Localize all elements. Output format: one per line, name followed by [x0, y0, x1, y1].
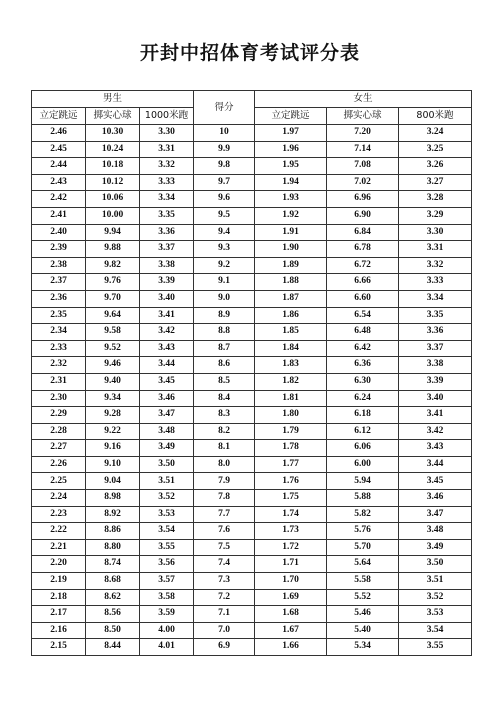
female-standing-jump-cell: 1.85 [255, 324, 327, 341]
female-standing-jump-cell: 1.77 [255, 456, 327, 473]
female-standing-jump-cell: 1.90 [255, 241, 327, 258]
score-cell: 8.5 [194, 373, 255, 390]
female-standing-jump-cell: 1.71 [255, 556, 327, 573]
female-standing-jump-cell: 1.78 [255, 440, 327, 457]
male-standing-jump-cell: 2.22 [32, 523, 86, 540]
male-standing-jump-cell: 2.23 [32, 506, 86, 523]
female-800m-run-cell: 3.32 [399, 257, 472, 274]
male-shot-put-cell: 8.44 [86, 639, 140, 656]
table-row [32, 207, 472, 224]
table-row [32, 174, 472, 191]
male-standing-jump-cell: 2.46 [32, 125, 86, 142]
male-1000m-run-cell: 3.33 [140, 174, 194, 191]
table-row [32, 241, 472, 258]
male-standing-jump-cell: 2.35 [32, 307, 86, 324]
female-standing-jump-cell: 1.91 [255, 224, 327, 241]
table-row [32, 125, 472, 142]
female-shot-put-cell: 5.94 [327, 473, 399, 490]
female-800m-run-cell: 3.51 [399, 573, 472, 590]
male-shot-put-cell: 8.92 [86, 506, 140, 523]
female-shot-put-cell: 6.42 [327, 340, 399, 357]
score-column-header: 得分 [194, 91, 255, 125]
female-800m-run-cell: 3.47 [399, 506, 472, 523]
male-shot-put-cell: 9.94 [86, 224, 140, 241]
score-cell: 9.3 [194, 241, 255, 258]
male-shot-put-cell: 10.12 [86, 174, 140, 191]
female-standing-jump-cell: 1.93 [255, 191, 327, 208]
male-standing-jump-cell: 2.32 [32, 357, 86, 374]
male-shot-put-cell: 8.68 [86, 573, 140, 590]
female-800m-run-cell: 3.46 [399, 490, 472, 507]
male-standing-jump-cell: 2.18 [32, 589, 86, 606]
female-standing-jump-cell: 1.73 [255, 523, 327, 540]
table-row [32, 357, 472, 374]
female-shot-put-cell: 6.54 [327, 307, 399, 324]
female-standing-jump-cell: 1.94 [255, 174, 327, 191]
male-shot-put-cell: 9.88 [86, 241, 140, 258]
female-800m-run-cell: 3.43 [399, 440, 472, 457]
female-standing-jump-cell: 1.81 [255, 390, 327, 407]
table-row [32, 539, 472, 556]
table-row [32, 324, 472, 341]
female-shot-put-cell: 6.78 [327, 241, 399, 258]
female-shot-put-cell: 6.18 [327, 407, 399, 424]
male-1000m-run-cell: 4.00 [140, 622, 194, 639]
score-cell: 7.7 [194, 506, 255, 523]
male-1000m-run-cell: 3.53 [140, 506, 194, 523]
female-shot-put-cell: 6.84 [327, 224, 399, 241]
male-1000m-run-cell: 3.59 [140, 606, 194, 623]
male-standing-jump-cell: 2.40 [32, 224, 86, 241]
male-shot-put-cell: 9.70 [86, 290, 140, 307]
female-standing-jump-cell: 1.70 [255, 573, 327, 590]
male-shot-put-cell: 9.46 [86, 357, 140, 374]
female-standing-jump-cell: 1.84 [255, 340, 327, 357]
female-800m-run-cell: 3.41 [399, 407, 472, 424]
male-standing-jump-cell: 2.42 [32, 191, 86, 208]
male-standing-jump-cell: 2.31 [32, 373, 86, 390]
score-cell: 9.9 [194, 141, 255, 158]
table-row [32, 573, 472, 590]
female-800m-run-cell: 3.49 [399, 539, 472, 556]
female-standing-jump-cell: 1.92 [255, 207, 327, 224]
score-cell: 8.2 [194, 423, 255, 440]
male-1000m-run-cell: 3.45 [140, 373, 194, 390]
header-group-row [32, 91, 472, 108]
female-shot-put-cell: 5.58 [327, 573, 399, 590]
female-shot-put-cell: 6.24 [327, 390, 399, 407]
female-standing-jump-cell: 1.87 [255, 290, 327, 307]
male-shot-put-cell: 10.06 [86, 191, 140, 208]
female-800m-run-cell: 3.42 [399, 423, 472, 440]
table-header [32, 91, 472, 125]
female-shot-put-cell: 5.34 [327, 639, 399, 656]
female-standing-jump-cell: 1.68 [255, 606, 327, 623]
male-1000m-run-cell: 3.44 [140, 357, 194, 374]
female-800m-run-cell: 3.24 [399, 125, 472, 142]
male-1000m-run-cell: 3.57 [140, 573, 194, 590]
score-cell: 9.8 [194, 158, 255, 175]
male-1000m-run-header: 1000米跑 [140, 108, 194, 125]
male-shot-put-cell: 8.56 [86, 606, 140, 623]
female-800m-run-cell: 3.30 [399, 224, 472, 241]
score-table [31, 90, 472, 656]
male-1000m-run-cell: 3.35 [140, 207, 194, 224]
male-standing-jump-cell: 2.45 [32, 141, 86, 158]
male-shot-put-cell: 10.18 [86, 158, 140, 175]
female-800m-run-cell: 3.25 [399, 141, 472, 158]
female-shot-put-cell: 5.76 [327, 523, 399, 540]
table-row [32, 257, 472, 274]
female-standing-jump-cell: 1.66 [255, 639, 327, 656]
male-1000m-run-cell: 3.32 [140, 158, 194, 175]
female-shot-put-cell: 5.64 [327, 556, 399, 573]
female-800m-run-cell: 3.26 [399, 158, 472, 175]
female-shot-put-cell: 6.06 [327, 440, 399, 457]
male-group-header: 男生 [32, 91, 194, 108]
score-cell: 6.9 [194, 639, 255, 656]
table-row [32, 606, 472, 623]
male-standing-jump-cell: 2.44 [32, 158, 86, 175]
female-shot-put-cell: 5.88 [327, 490, 399, 507]
male-shot-put-cell: 10.30 [86, 125, 140, 142]
score-cell: 9.0 [194, 290, 255, 307]
male-standing-jump-cell: 2.19 [32, 573, 86, 590]
male-standing-jump-header: 立定跳远 [32, 108, 86, 125]
table-row [32, 440, 472, 457]
female-800m-run-cell: 3.50 [399, 556, 472, 573]
female-standing-jump-cell: 1.97 [255, 125, 327, 142]
female-800m-run-cell: 3.53 [399, 606, 472, 623]
score-cell: 7.8 [194, 490, 255, 507]
male-standing-jump-cell: 2.16 [32, 622, 86, 639]
female-standing-jump-cell: 1.88 [255, 274, 327, 291]
female-shot-put-cell: 6.60 [327, 290, 399, 307]
male-1000m-run-cell: 3.54 [140, 523, 194, 540]
male-standing-jump-cell: 2.20 [32, 556, 86, 573]
female-shot-put-cell: 5.52 [327, 589, 399, 606]
score-cell: 8.3 [194, 407, 255, 424]
male-standing-jump-cell: 2.41 [32, 207, 86, 224]
score-cell: 8.4 [194, 390, 255, 407]
female-shot-put-cell: 6.00 [327, 456, 399, 473]
male-standing-jump-cell: 2.25 [32, 473, 86, 490]
table-row [32, 390, 472, 407]
male-1000m-run-cell: 3.30 [140, 125, 194, 142]
female-800m-run-cell: 3.39 [399, 373, 472, 390]
male-1000m-run-cell: 3.52 [140, 490, 194, 507]
female-standing-jump-cell: 1.82 [255, 373, 327, 390]
table-row [32, 274, 472, 291]
male-1000m-run-cell: 3.31 [140, 141, 194, 158]
table-row [32, 639, 472, 656]
male-shot-put-cell: 9.16 [86, 440, 140, 457]
female-standing-jump-cell: 1.83 [255, 357, 327, 374]
female-shot-put-cell: 7.08 [327, 158, 399, 175]
female-standing-jump-cell: 1.74 [255, 506, 327, 523]
female-800m-run-header: 800米跑 [399, 108, 472, 125]
male-standing-jump-cell: 2.37 [32, 274, 86, 291]
table-row [32, 506, 472, 523]
male-standing-jump-cell: 2.28 [32, 423, 86, 440]
male-shot-put-cell: 9.82 [86, 257, 140, 274]
score-cell: 7.5 [194, 539, 255, 556]
female-standing-jump-header: 立定跳远 [255, 108, 327, 125]
male-1000m-run-cell: 3.40 [140, 290, 194, 307]
female-shot-put-cell: 5.40 [327, 622, 399, 639]
male-shot-put-cell: 9.64 [86, 307, 140, 324]
table-row [32, 191, 472, 208]
male-1000m-run-cell: 3.55 [140, 539, 194, 556]
female-800m-run-cell: 3.35 [399, 307, 472, 324]
female-standing-jump-cell: 1.76 [255, 473, 327, 490]
female-standing-jump-cell: 1.79 [255, 423, 327, 440]
male-shot-put-cell: 8.74 [86, 556, 140, 573]
female-800m-run-cell: 3.45 [399, 473, 472, 490]
male-shot-put-cell: 9.28 [86, 407, 140, 424]
female-shot-put-cell: 7.20 [327, 125, 399, 142]
male-shot-put-cell: 9.04 [86, 473, 140, 490]
male-1000m-run-cell: 3.56 [140, 556, 194, 573]
female-standing-jump-cell: 1.69 [255, 589, 327, 606]
female-800m-run-cell: 3.27 [399, 174, 472, 191]
female-group-header: 女生 [255, 91, 472, 108]
table-row [32, 423, 472, 440]
female-800m-run-cell: 3.31 [399, 241, 472, 258]
male-shot-put-cell: 9.34 [86, 390, 140, 407]
male-1000m-run-cell: 3.58 [140, 589, 194, 606]
male-1000m-run-cell: 3.47 [140, 407, 194, 424]
male-shot-put-cell: 9.10 [86, 456, 140, 473]
female-standing-jump-cell: 1.80 [255, 407, 327, 424]
male-standing-jump-cell: 2.17 [32, 606, 86, 623]
table-row [32, 158, 472, 175]
score-cell: 9.6 [194, 191, 255, 208]
male-shot-put-cell: 9.76 [86, 274, 140, 291]
female-shot-put-cell: 6.36 [327, 357, 399, 374]
male-standing-jump-cell: 2.34 [32, 324, 86, 341]
female-800m-run-cell: 3.38 [399, 357, 472, 374]
male-standing-jump-cell: 2.43 [32, 174, 86, 191]
female-standing-jump-cell: 1.89 [255, 257, 327, 274]
female-standing-jump-cell: 1.72 [255, 539, 327, 556]
table-row [32, 556, 472, 573]
female-800m-run-cell: 3.29 [399, 207, 472, 224]
female-shot-put-cell: 6.96 [327, 191, 399, 208]
female-standing-jump-cell: 1.86 [255, 307, 327, 324]
score-cell: 7.2 [194, 589, 255, 606]
male-1000m-run-cell: 3.42 [140, 324, 194, 341]
table-row [32, 490, 472, 507]
male-1000m-run-cell: 3.38 [140, 257, 194, 274]
score-cell: 9.4 [194, 224, 255, 241]
male-standing-jump-cell: 2.39 [32, 241, 86, 258]
female-shot-put-cell: 5.70 [327, 539, 399, 556]
score-cell: 9.7 [194, 174, 255, 191]
table-body [32, 125, 472, 656]
female-shot-put-cell: 5.82 [327, 506, 399, 523]
female-800m-run-cell: 3.48 [399, 523, 472, 540]
male-1000m-run-cell: 3.39 [140, 274, 194, 291]
female-800m-run-cell: 3.34 [399, 290, 472, 307]
female-shot-put-cell: 6.72 [327, 257, 399, 274]
female-800m-run-cell: 3.37 [399, 340, 472, 357]
female-shot-put-header: 掷实心球 [327, 108, 399, 125]
male-shot-put-header: 掷实心球 [86, 108, 140, 125]
female-shot-put-cell: 6.48 [327, 324, 399, 341]
table-row [32, 622, 472, 639]
table-row [32, 523, 472, 540]
female-shot-put-cell: 7.02 [327, 174, 399, 191]
male-1000m-run-cell: 3.34 [140, 191, 194, 208]
score-cell: 7.4 [194, 556, 255, 573]
female-800m-run-cell: 3.40 [399, 390, 472, 407]
female-800m-run-cell: 3.33 [399, 274, 472, 291]
male-1000m-run-cell: 3.41 [140, 307, 194, 324]
male-1000m-run-cell: 3.48 [140, 423, 194, 440]
score-cell: 7.0 [194, 622, 255, 639]
male-shot-put-cell: 9.22 [86, 423, 140, 440]
table-row [32, 456, 472, 473]
male-1000m-run-cell: 3.49 [140, 440, 194, 457]
score-cell: 8.8 [194, 324, 255, 341]
score-cell: 8.6 [194, 357, 255, 374]
male-1000m-run-cell: 3.37 [140, 241, 194, 258]
female-800m-run-cell: 3.52 [399, 589, 472, 606]
male-standing-jump-cell: 2.29 [32, 407, 86, 424]
score-cell: 9.5 [194, 207, 255, 224]
male-standing-jump-cell: 2.30 [32, 390, 86, 407]
score-cell: 9.1 [194, 274, 255, 291]
female-standing-jump-cell: 1.96 [255, 141, 327, 158]
male-shot-put-cell: 9.52 [86, 340, 140, 357]
table-row [32, 373, 472, 390]
male-1000m-run-cell: 3.51 [140, 473, 194, 490]
male-shot-put-cell: 8.86 [86, 523, 140, 540]
male-standing-jump-cell: 2.38 [32, 257, 86, 274]
table-row [32, 307, 472, 324]
male-standing-jump-cell: 2.36 [32, 290, 86, 307]
male-shot-put-cell: 10.00 [86, 207, 140, 224]
female-800m-run-cell: 3.44 [399, 456, 472, 473]
score-cell: 7.6 [194, 523, 255, 540]
table-row [32, 589, 472, 606]
female-800m-run-cell: 3.36 [399, 324, 472, 341]
table-row [32, 224, 472, 241]
male-standing-jump-cell: 2.15 [32, 639, 86, 656]
female-shot-put-cell: 6.66 [327, 274, 399, 291]
score-cell: 8.9 [194, 307, 255, 324]
male-shot-put-cell: 8.80 [86, 539, 140, 556]
female-standing-jump-cell: 1.67 [255, 622, 327, 639]
table-row [32, 407, 472, 424]
score-cell: 9.2 [194, 257, 255, 274]
female-shot-put-cell: 6.90 [327, 207, 399, 224]
score-cell: 8.0 [194, 456, 255, 473]
male-shot-put-cell: 10.24 [86, 141, 140, 158]
male-1000m-run-cell: 3.46 [140, 390, 194, 407]
male-shot-put-cell: 8.62 [86, 589, 140, 606]
male-shot-put-cell: 9.58 [86, 324, 140, 341]
score-cell: 10 [194, 125, 255, 142]
female-shot-put-cell: 7.14 [327, 141, 399, 158]
score-cell: 8.7 [194, 340, 255, 357]
male-1000m-run-cell: 3.36 [140, 224, 194, 241]
male-shot-put-cell: 8.50 [86, 622, 140, 639]
female-shot-put-cell: 6.12 [327, 423, 399, 440]
male-standing-jump-cell: 2.26 [32, 456, 86, 473]
female-shot-put-cell: 5.46 [327, 606, 399, 623]
male-shot-put-cell: 9.40 [86, 373, 140, 390]
table-row [32, 290, 472, 307]
table-row [32, 473, 472, 490]
female-standing-jump-cell: 1.75 [255, 490, 327, 507]
male-shot-put-cell: 8.98 [86, 490, 140, 507]
score-cell: 7.1 [194, 606, 255, 623]
female-800m-run-cell: 3.54 [399, 622, 472, 639]
male-standing-jump-cell: 2.24 [32, 490, 86, 507]
female-800m-run-cell: 3.28 [399, 191, 472, 208]
score-cell: 7.9 [194, 473, 255, 490]
male-1000m-run-cell: 3.50 [140, 456, 194, 473]
male-standing-jump-cell: 2.21 [32, 539, 86, 556]
male-1000m-run-cell: 4.01 [140, 639, 194, 656]
score-cell: 7.3 [194, 573, 255, 590]
female-shot-put-cell: 6.30 [327, 373, 399, 390]
female-800m-run-cell: 3.55 [399, 639, 472, 656]
table-row [32, 141, 472, 158]
table-row [32, 340, 472, 357]
score-cell: 8.1 [194, 440, 255, 457]
page-title: 开封中招体育考试评分表 [139, 42, 360, 64]
female-standing-jump-cell: 1.95 [255, 158, 327, 175]
male-standing-jump-cell: 2.33 [32, 340, 86, 357]
male-standing-jump-cell: 2.27 [32, 440, 86, 457]
male-1000m-run-cell: 3.43 [140, 340, 194, 357]
